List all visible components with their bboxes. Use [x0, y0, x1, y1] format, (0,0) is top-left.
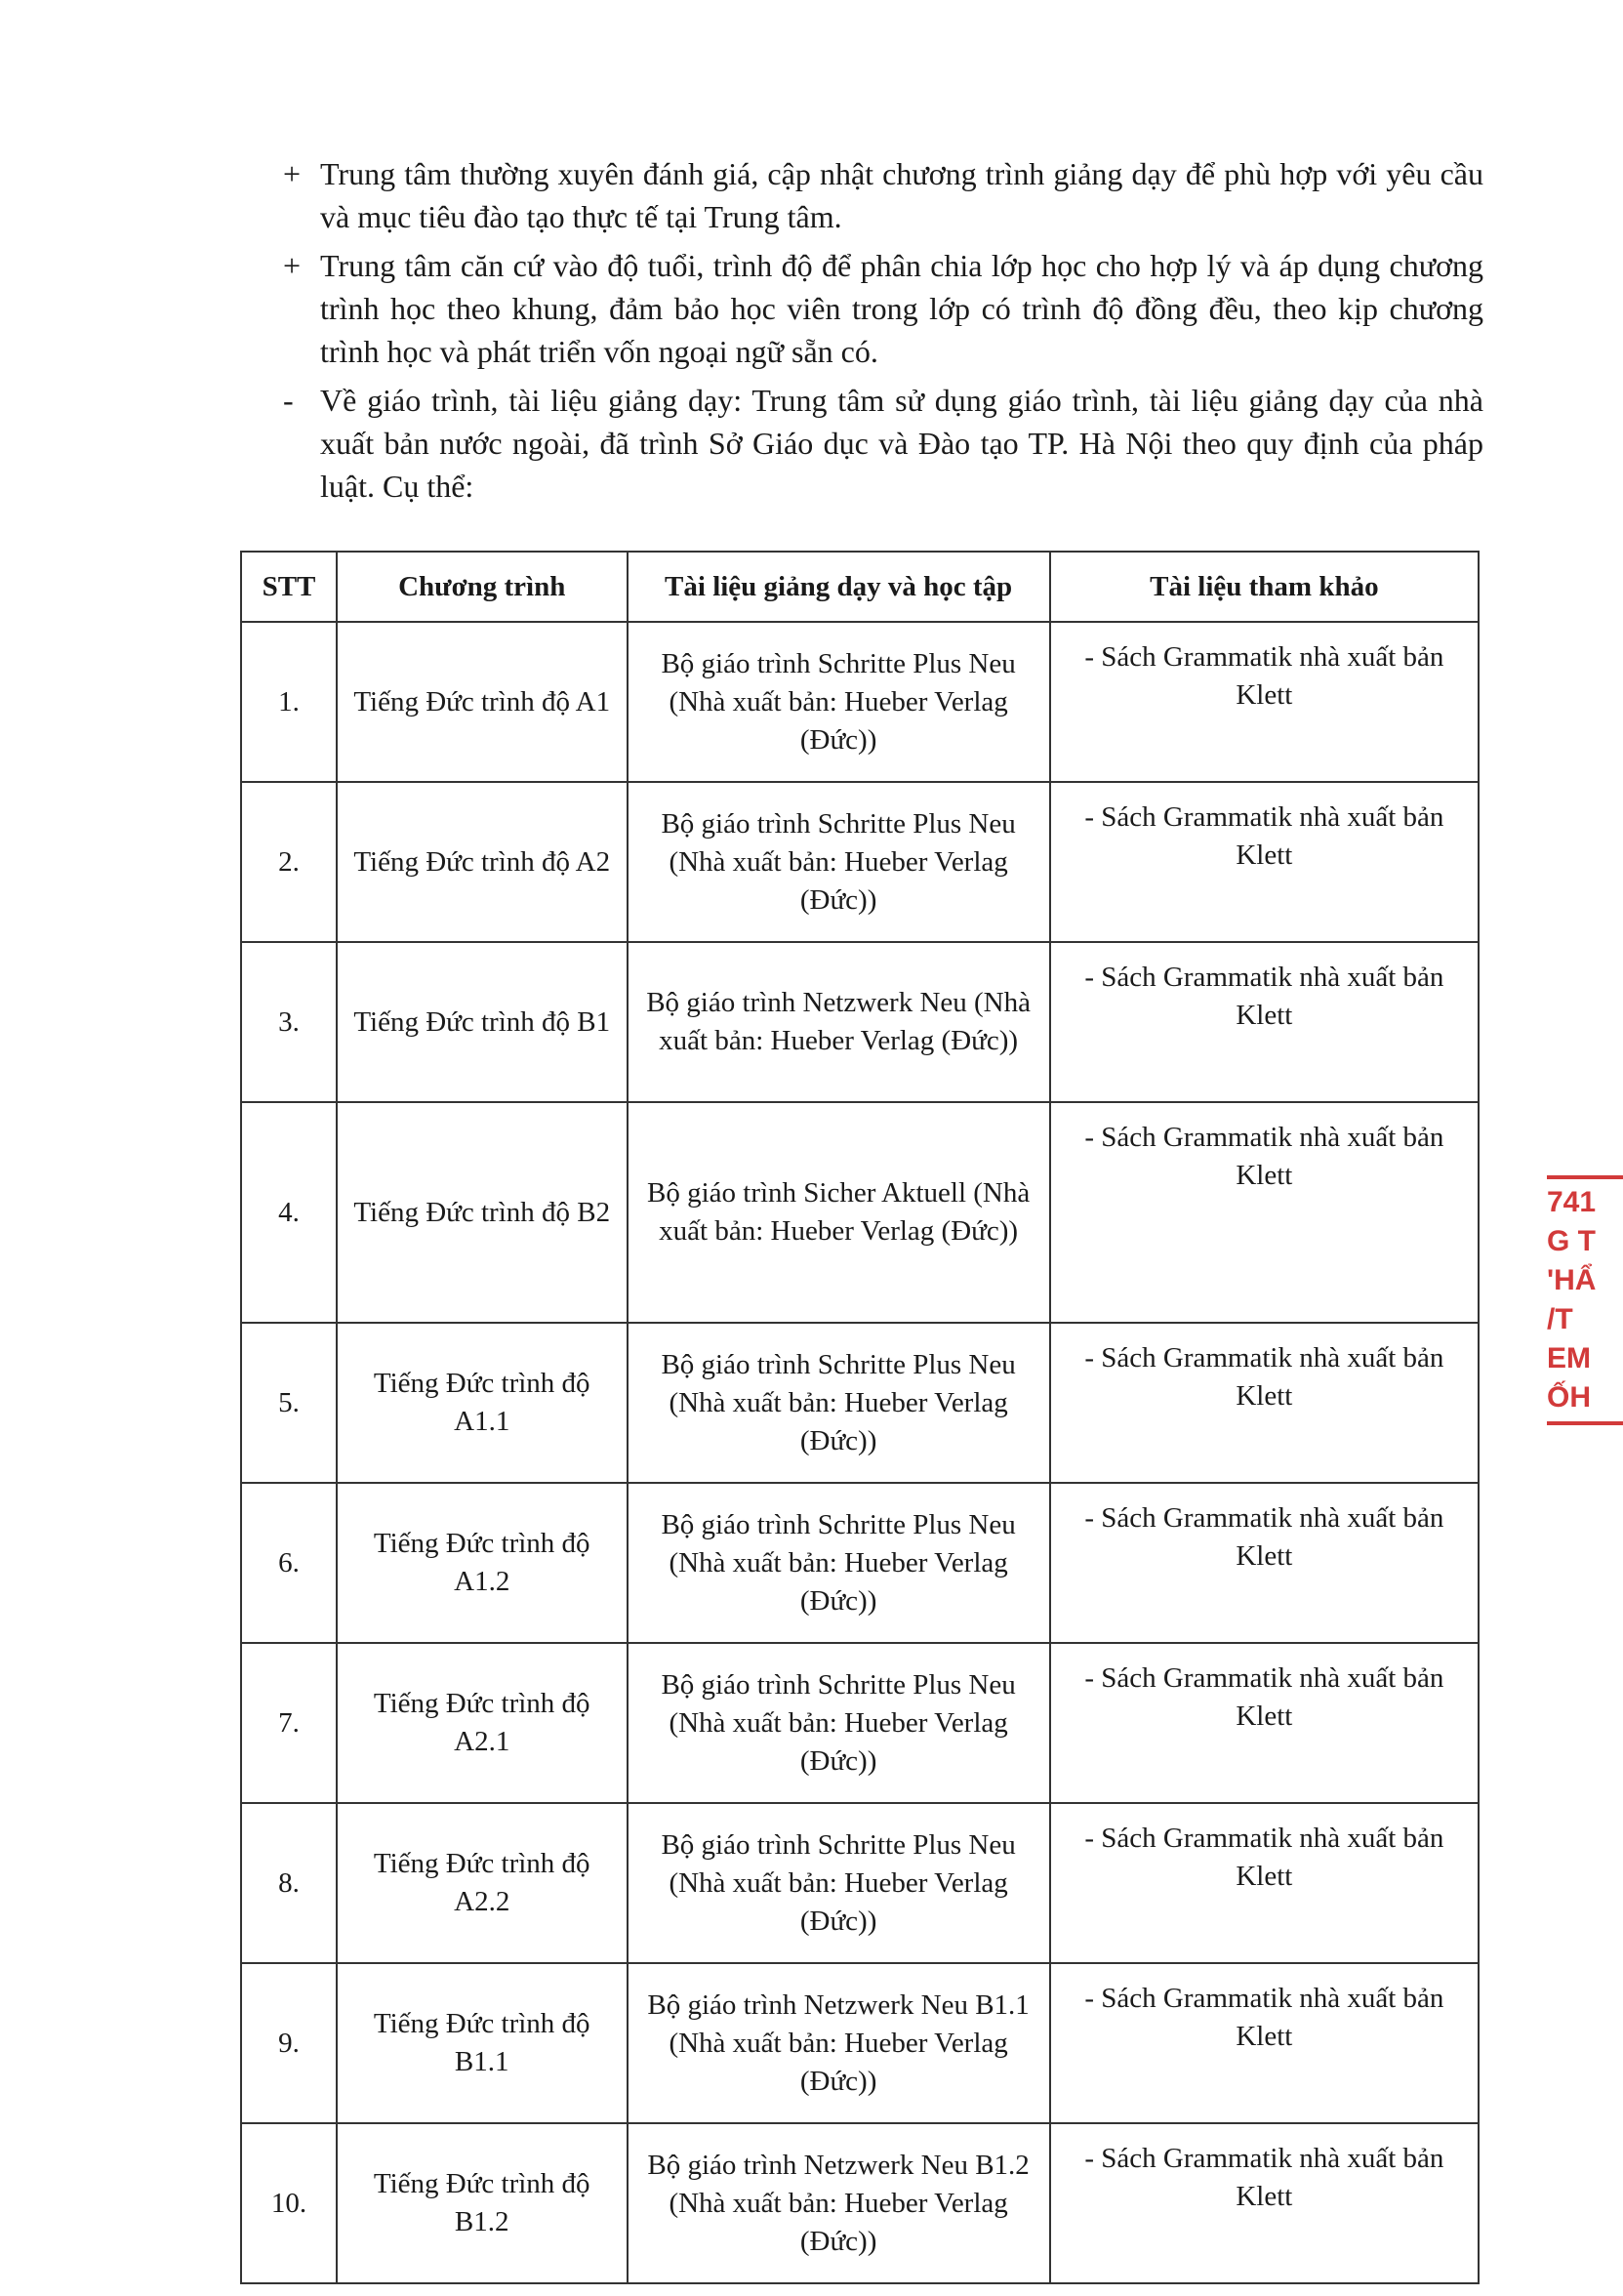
cell-stt: 2. — [241, 782, 337, 942]
header-program: Chương trình — [337, 552, 628, 622]
table-row — [241, 942, 1479, 1102]
cell-program: Tiếng Đức trình độ B1 — [337, 942, 628, 1102]
cell-reference: - Sách Grammatik nhà xuất bản Klett — [1050, 1102, 1479, 1323]
cell-reference: - Sách Grammatik nhà xuất bản Klett — [1050, 2123, 1479, 2283]
cell-reference: - Sách Grammatik nhà xuất bản Klett — [1050, 1323, 1479, 1483]
stamp-text: 'HẨ — [1547, 1264, 1597, 1296]
table-row — [241, 622, 1479, 782]
cell-material: Bộ giáo trình Netzwerk Neu B1.1 (Nhà xuất bản: Hueber Verlag (Đức)) — [628, 1963, 1050, 2123]
cell-program: Tiếng Đức trình độ A1 — [337, 622, 628, 782]
cell-reference: - Sách Grammatik nhà xuất bản Klett — [1050, 1963, 1479, 2123]
cell-material: Bộ giáo trình Schritte Plus Neu (Nhà xuất bản: Hueber Verlag (Đức)) — [628, 1803, 1050, 1963]
table-header-row — [241, 552, 1479, 622]
table-row — [241, 1643, 1479, 1803]
cell-material: Bộ giáo trình Schritte Plus Neu (Nhà xuất bản: Hueber Verlag (Đức)) — [628, 1643, 1050, 1803]
cell-material: Bộ giáo trình Schritte Plus Neu (Nhà xuất bản: Hueber Verlag (Đức)) — [628, 782, 1050, 942]
cell-material: Bộ giáo trình Netzwerk Neu B1.2 (Nhà xuất bản: Hueber Verlag (Đức)) — [628, 2123, 1050, 2283]
cell-stt: 8. — [241, 1803, 337, 1963]
cell-material: Bộ giáo trình Schritte Plus Neu (Nhà xuất bản: Hueber Verlag (Đức)) — [628, 622, 1050, 782]
cell-stt: 4. — [241, 1102, 337, 1323]
red-seal-stamp-fragment — [1547, 1171, 1623, 1464]
cell-material: Bộ giáo trình Schritte Plus Neu (Nhà xuất bản: Hueber Verlag (Đức)) — [628, 1323, 1050, 1483]
stamp-text: G T — [1547, 1225, 1596, 1257]
cell-material: Bộ giáo trình Schritte Plus Neu (Nhà xuất bản: Hueber Verlag (Đức)) — [628, 1483, 1050, 1643]
bullet-dash-marker: - — [283, 383, 294, 418]
header-stt: STT — [241, 552, 337, 622]
paragraph-text: Trung tâm căn cứ vào độ tuổi, trình độ để phân chia lớp học cho hợp lý và áp dụng chương trình học theo khung, đảm bảo học viên trong lớp có trình độ đồng đều, theo kịp chương trình học và phát triển vốn ngoại ngữ sẵn có. — [320, 248, 1483, 369]
cell-material: Bộ giáo trình Netzwerk Neu (Nhà xuất bản: Hueber Verlag (Đức)) — [628, 942, 1050, 1102]
cell-stt: 10. — [241, 2123, 337, 2283]
cell-reference: - Sách Grammatik nhà xuất bản Klett — [1050, 622, 1479, 782]
table-row — [241, 2123, 1479, 2283]
bullet-plus-marker: + — [283, 156, 302, 191]
table-row — [241, 782, 1479, 942]
cell-reference: - Sách Grammatik nhà xuất bản Klett — [1050, 782, 1479, 942]
cell-program: Tiếng Đức trình độ A2 — [337, 782, 628, 942]
table-row — [241, 1803, 1479, 1963]
table-row — [241, 1483, 1479, 1643]
cell-program: Tiếng Đức trình độ A1.2 — [337, 1483, 628, 1643]
paragraph-dash — [283, 379, 1483, 508]
cell-program: Tiếng Đức trình độ B1.2 — [337, 2123, 628, 2283]
cell-stt: 5. — [241, 1323, 337, 1483]
cell-program: Tiếng Đức trình độ A2.2 — [337, 1803, 628, 1963]
cell-stt: 6. — [241, 1483, 337, 1643]
cell-program: Tiếng Đức trình độ B2 — [337, 1102, 628, 1323]
cell-stt: 3. — [241, 942, 337, 1102]
header-references: Tài liệu tham khảo — [1050, 552, 1479, 622]
paragraph-bullet-2 — [283, 244, 1483, 373]
cell-program: Tiếng Đức trình độ B1.1 — [337, 1963, 628, 2123]
table-row — [241, 1963, 1479, 2123]
paragraph-bullet-1 — [283, 152, 1483, 238]
cell-program: Tiếng Đức trình độ A1.1 — [337, 1323, 628, 1483]
table-row — [241, 1323, 1479, 1483]
stamp-text: 741 — [1547, 1186, 1597, 1218]
cell-program: Tiếng Đức trình độ A2.1 — [337, 1643, 628, 1803]
bullet-plus-marker: + — [283, 248, 302, 283]
paragraph-text: Trung tâm thường xuyên đánh giá, cập nhật chương trình giảng dạy để phù hợp với yêu cầu và mục tiêu đào tạo thực tế tại Trung tâm. — [320, 156, 1483, 234]
header-materials: Tài liệu giảng dạy và học tập — [628, 552, 1050, 622]
cell-stt: 9. — [241, 1963, 337, 2123]
cell-material: Bộ giáo trình Sicher Aktuell (Nhà xuất bản: Hueber Verlag (Đức)) — [628, 1102, 1050, 1323]
curriculum-table — [240, 551, 1480, 2284]
paragraph-text: Về giáo trình, tài liệu giảng dạy: Trung tâm sử dụng giáo trình, tài liệu giảng dạy của nhà xuất bản nước ngoài, đã trình Sở Giáo dục và Đào tạo TP. Hà Nội theo quy định của pháp luật. Cụ thể: — [320, 383, 1483, 504]
cell-stt: 7. — [241, 1643, 337, 1803]
cell-stt: 1. — [241, 622, 337, 782]
stamp-text: EM — [1547, 1342, 1591, 1374]
stamp-rule — [1547, 1421, 1623, 1425]
cell-reference: - Sách Grammatik nhà xuất bản Klett — [1050, 1803, 1479, 1963]
cell-reference: - Sách Grammatik nhà xuất bản Klett — [1050, 1483, 1479, 1643]
cell-reference: - Sách Grammatik nhà xuất bản Klett — [1050, 942, 1479, 1102]
stamp-text: ỐH — [1547, 1381, 1591, 1414]
table-row — [241, 1102, 1479, 1323]
stamp-rule — [1547, 1175, 1623, 1179]
cell-reference: - Sách Grammatik nhà xuất bản Klett — [1050, 1643, 1479, 1803]
stamp-text: /T — [1547, 1303, 1573, 1335]
